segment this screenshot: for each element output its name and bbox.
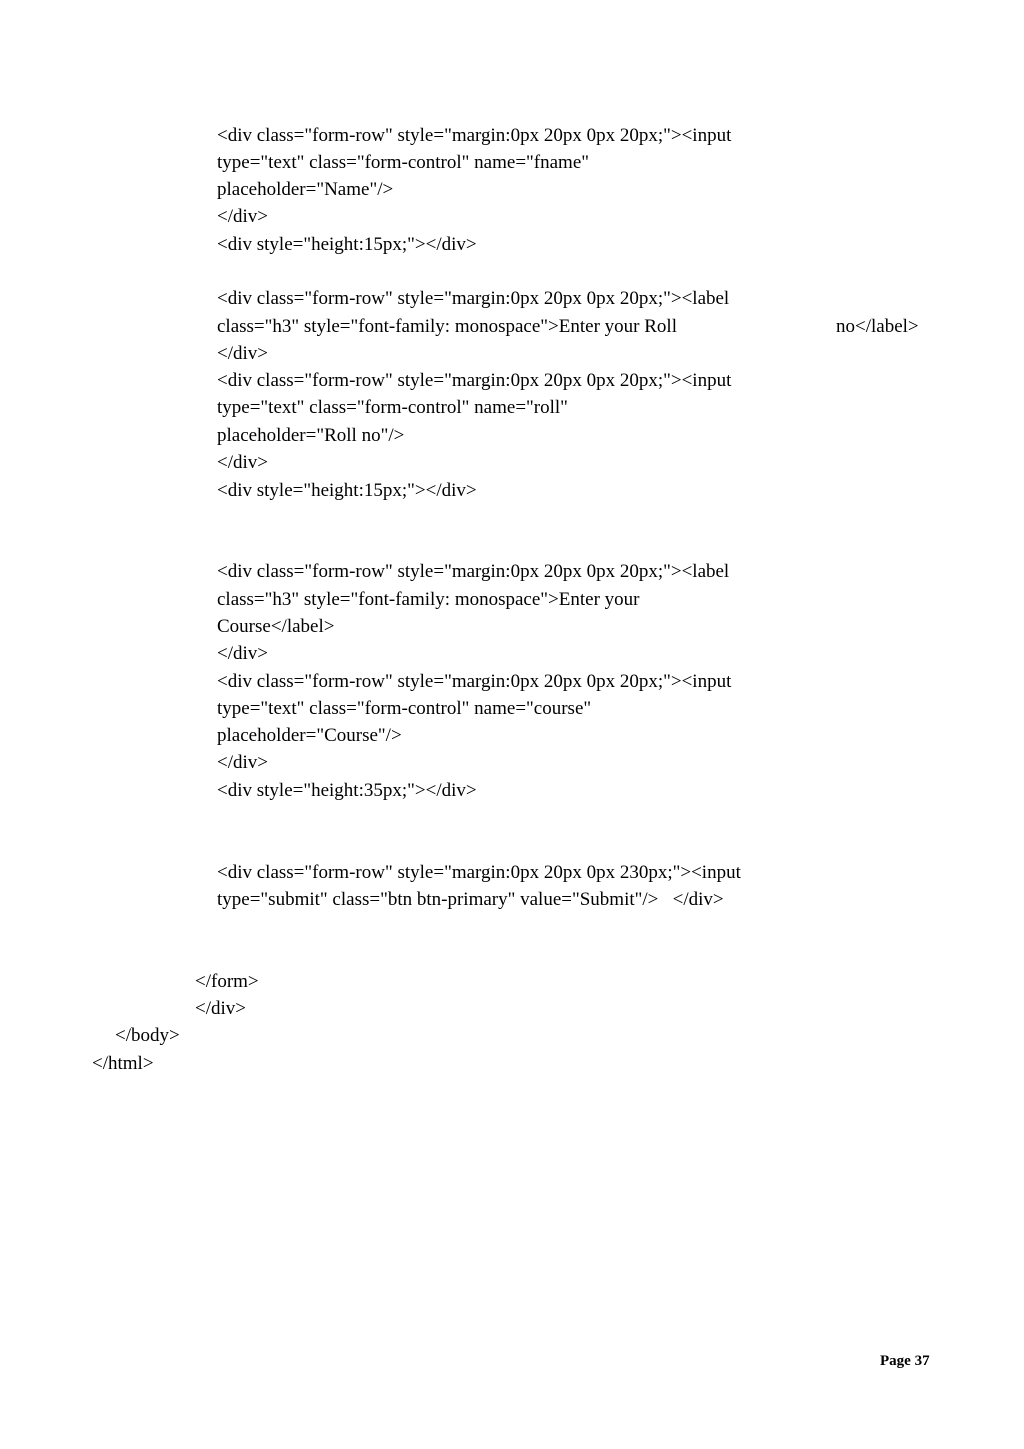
code-line-tail: no</label> — [836, 316, 919, 337]
code-line: <div style="height:35px;"></div> — [217, 780, 477, 801]
code-line: </form> — [195, 971, 259, 992]
page-number: Page 37 — [880, 1353, 930, 1369]
code-line: <div style="height:15px;"></div> — [217, 480, 477, 501]
code-line: placeholder="Roll no"/> — [217, 425, 405, 446]
code-line: placeholder="Name"/> — [217, 179, 394, 200]
code-line: </div> — [217, 206, 268, 227]
code-line: type="text" class="form-control" name="fname" — [217, 152, 590, 173]
code-line: <div class="form-row" style="margin:0px 20px 0px 20px;"><input — [217, 370, 732, 391]
code-line: Course</label> — [217, 616, 335, 637]
code-line: </div> — [217, 752, 268, 773]
code-line: <div class="form-row" style="margin:0px 20px 0px 20px;"><label — [217, 561, 730, 582]
code-line: type="submit" class="btn btn-primary" value="Submit"/> </div> — [217, 889, 724, 910]
code-line: <div class="form-row" style="margin:0px 20px 0px 20px;"><label — [217, 288, 730, 309]
code-line: </div> — [195, 998, 246, 1019]
code-line: </body> — [115, 1025, 180, 1046]
code-line: <div style="height:15px;"></div> — [217, 234, 477, 255]
code-line: class="h3" style="font-family: monospace">Enter your Roll — [217, 316, 677, 337]
code-line: class="h3" style="font-family: monospace">Enter your — [217, 589, 640, 610]
code-line: type="text" class="form-control" name="course" — [217, 698, 592, 719]
code-line: <div class="form-row" style="margin:0px 20px 0px 20px;"><input — [217, 671, 732, 692]
code-line: </div> — [217, 343, 268, 364]
code-line: placeholder="Course"/> — [217, 725, 402, 746]
code-line: <div class="form-row" style="margin:0px 20px 0px 20px;"><input — [217, 125, 732, 146]
code-line: </div> — [217, 643, 268, 664]
code-line: <div class="form-row" style="margin:0px 20px 0px 230px;"><input — [217, 862, 741, 883]
code-line: </html> — [92, 1053, 154, 1074]
code-line: </div> — [217, 452, 268, 473]
code-line: type="text" class="form-control" name="roll" — [217, 397, 568, 418]
